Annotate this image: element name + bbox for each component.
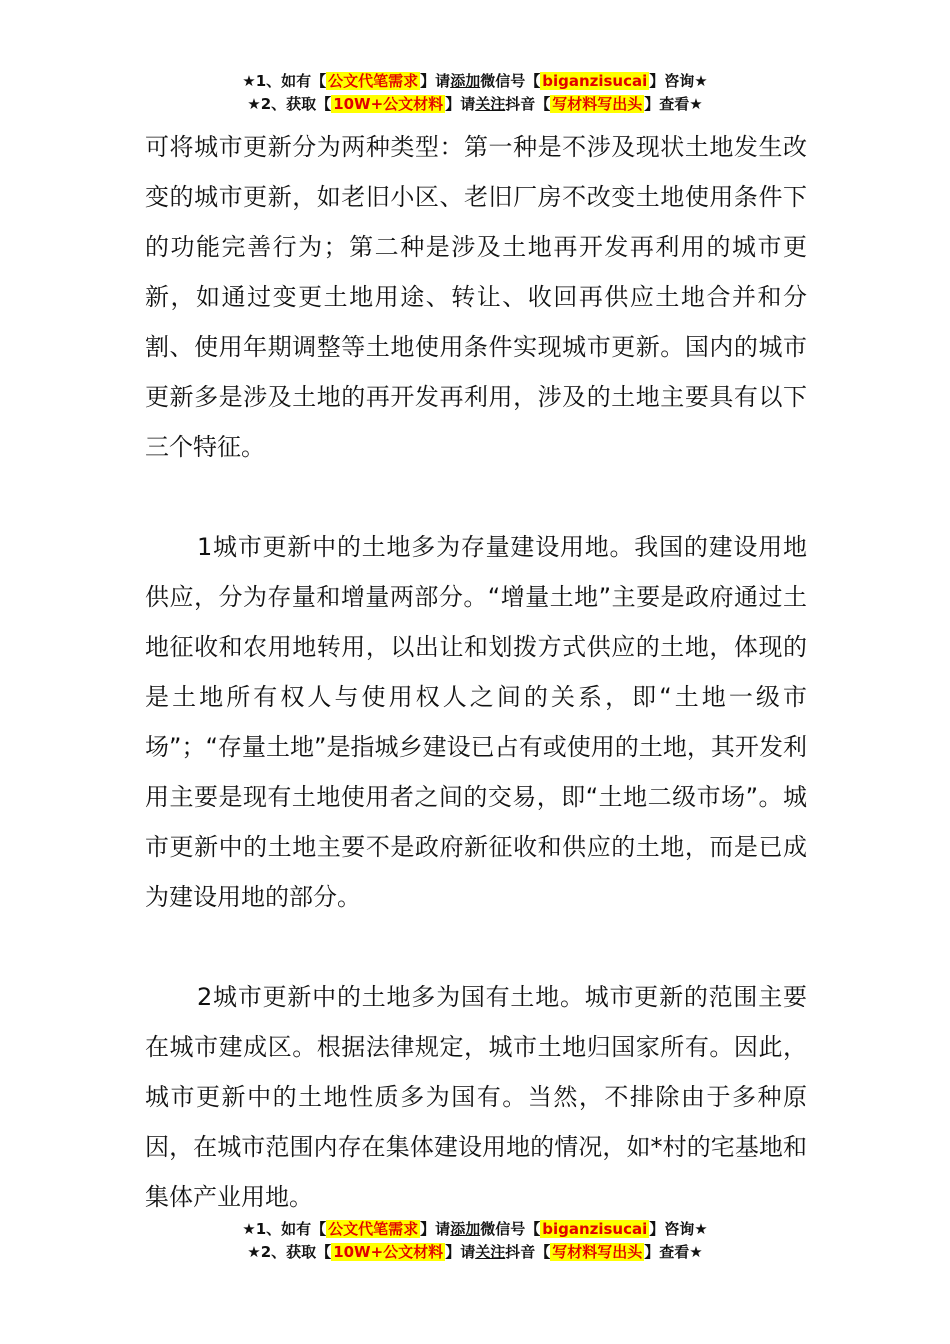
promo-text: 】请 (445, 1243, 476, 1261)
promo-highlight: 公文代笔需求 (328, 72, 419, 90)
promo-highlight: biganzisucai (542, 72, 648, 90)
promo-text: ★1、如有【 (242, 72, 327, 90)
promo-text: 微信号【 (480, 72, 541, 90)
promo-line-2 (0, 1241, 950, 1264)
promo-text: 】查看★ (644, 95, 703, 113)
promo-highlight: 10W+公文材料 (333, 1243, 444, 1261)
paragraph-spacer (145, 472, 807, 522)
promo-text: ★1、如有【 (242, 1220, 327, 1238)
body-paragraph-2: 1城市更新中的土地多为存量建设用地。我国的建设用地供应，分为存量和增量两部分。“增量土地”主要是政府通过土地征收和农用地转用，以出让和划拨方式供应的土地，体现的是土地所有权人与使用权人之间的关系，即“土地一级市场”；“存量土地”是指城乡建设已占有或使用的土地，其开发利用主要是现有土地使用者之间的交易，即“土地二级市场”。城市更新中的土地主要不是政府新征收和供应的土地，而是已成为建设用地的部分。 (145, 533, 807, 911)
promo-highlight: 10W+公文材料 (333, 95, 444, 113)
promo-text: ★2、获取【 (247, 1243, 332, 1261)
promo-highlight: 公文代笔需求 (328, 1220, 419, 1238)
promo-line-1 (0, 1218, 950, 1241)
promo-underlined: 关注 (475, 95, 506, 113)
document-body (145, 122, 807, 1222)
promo-text: 】咨询★ (649, 72, 708, 90)
promo-text: 】请 (445, 95, 476, 113)
promo-text: 】查看★ (644, 1243, 703, 1261)
promo-highlight: 写材料写出头 (552, 1243, 643, 1261)
body-paragraph-3: 2城市更新中的土地多为国有土地。城市更新的范围主要在城市建成区。根据法律规定，城市土地归国家所有。因此，城市更新中的土地性质多为国有。当然，不排除由于多种原因，在城市范围内存在集体建设用地的情况，如*村的宅基地和集体产业用地。 (145, 983, 807, 1211)
promo-underlined: 关注 (475, 1243, 506, 1261)
paragraph-spacer (145, 922, 807, 972)
promo-line-2 (0, 93, 950, 116)
promo-text: 抖音【 (505, 1243, 551, 1261)
promo-text: 抖音【 (505, 95, 551, 113)
promo-highlight: biganzisucai (542, 1220, 648, 1238)
promo-highlight: 写材料写出头 (552, 95, 643, 113)
promo-text: 微信号【 (480, 1220, 541, 1238)
promo-banner-bottom (0, 1218, 950, 1264)
promo-text: 】请 (420, 72, 451, 90)
promo-underlined: 添加 (450, 72, 481, 90)
promo-text: 】请 (420, 1220, 451, 1238)
promo-text: 】咨询★ (649, 1220, 708, 1238)
promo-underlined: 添加 (450, 1220, 481, 1238)
promo-text: ★2、获取【 (247, 95, 332, 113)
promo-line-1 (0, 70, 950, 93)
body-paragraph-1: 可将城市更新分为两种类型：第一种是不涉及现状土地发生改变的城市更新，如老旧小区、老旧厂房不改变土地使用条件下的功能完善行为；第二种是涉及土地再开发再利用的城市更新，如通过变更土地用途、转让、收回再供应土地合并和分割、使用年期调整等土地使用条件实现城市更新。国内的城市更新多是涉及土地的再开发再利用，涉及的土地主要具有以下三个特征。 (145, 133, 807, 461)
promo-banner-top (0, 70, 950, 116)
